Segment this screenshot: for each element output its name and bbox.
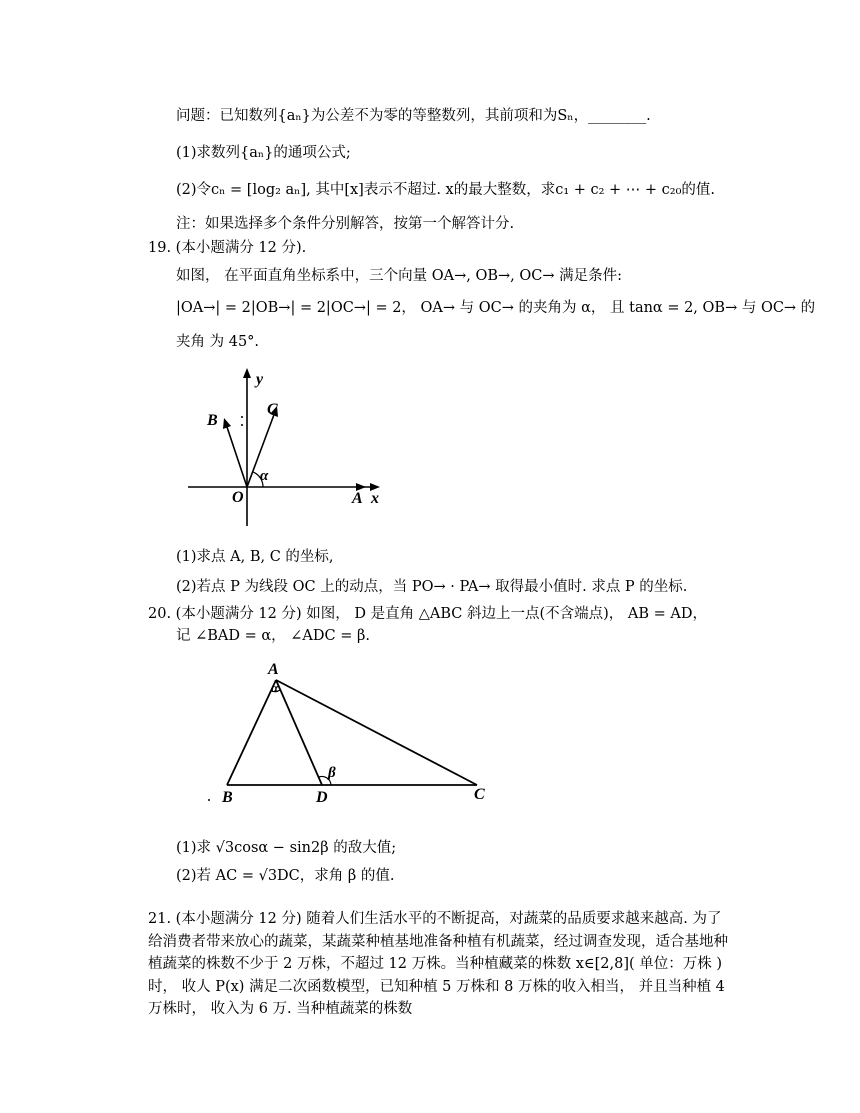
side-ac (276, 680, 477, 785)
label-b: B (207, 412, 218, 429)
side-ab (227, 680, 276, 785)
q20-line2: 记 ∠BAD = α， ∠ADC = β. (176, 628, 370, 644)
label-d: D (316, 789, 328, 806)
label-beta: β (328, 765, 336, 781)
label-a: A (268, 661, 279, 678)
q19-line2: |OA→| = 2|OB→| = 2|OC→| = 2， OA→ 与 OC→ 的夹角为 α， 且 tanα = 2, OB→ 与 OC→ 的 (176, 300, 816, 316)
label-alpha: α (260, 468, 269, 484)
label-c: C (267, 401, 278, 418)
q20-line1: 20. (本小题满分 12 分) 如图， D 是直角 △ABC 斜边上一点(不含端点)， AB = AD， (148, 606, 707, 622)
q19-line1: 如图， 在平面直角坐标系中，三个向量 OA→, OB→, OC→ 满足条件: (176, 268, 622, 284)
label-b: B (222, 789, 233, 806)
q18-part2: (2)令cₙ = [log₂ aₙ], 其中[x]表示不超过. x的最大整数，求c₁ + c₂ + ⋯ + c₂₀的值. (176, 182, 716, 198)
q20-part1: (1)求 √3cosα − sin2β 的敌大值; (176, 840, 397, 856)
vector-ob-arrow (223, 418, 231, 429)
q18-part1: (1)求数列{aₙ}的通项公式; (176, 145, 351, 161)
q20-figure (180, 650, 500, 810)
q18-note: 注：如果选择多个条件分别解答，按第一个解答计分. (176, 216, 515, 232)
q21-text: 21. (本小题满分 12 分) 随着人们生活水平的不断捉高，对蔬菜的品质要求越来越高. 为了给消费者带来放心的蔬菜，某蔬菜种植基地准备种植有机蔬菜，经过调查发现，适合基地种植蔬菜的株数不少于 2 万株，不超过 12 万株。当种植藏菜的株数 x∈[2,8]( 单位：万株 ) 时， 收人 P(x) 满足二次函数模型，已知种植 5 万株和 8 万株的收入相当， 并且当种植 4 万株时， 收入为 6 万. 当种植蔬菜的株数 (148, 911, 728, 1017)
q19-line3: 夹角 为 45°. (176, 334, 260, 350)
vector-ob (226, 424, 247, 487)
y-axis-arrow (243, 368, 251, 378)
label-c: C (474, 786, 485, 803)
q19-header: 19. (本小题满分 12 分). (148, 240, 307, 256)
label-alpha: α (271, 680, 279, 695)
label-x: x (371, 490, 379, 507)
q18-problem: 问题：已知数列{aₙ}为公差不为零的等整数列，其前项和为Sₙ，________. (176, 108, 651, 124)
q20-part2: (2)若 AC = √3DC，求角 β 的值. (176, 868, 395, 884)
segment-ad (276, 680, 322, 785)
q19-part1: (1)求点 A, B, C 的坐标, (176, 549, 334, 565)
label-y: y (256, 371, 264, 388)
label-o: O (232, 489, 244, 506)
label-a: A (352, 490, 363, 507)
q19-figure (180, 362, 400, 532)
q19-part2: (2)若点 P 为线段 OC 上的动点，当 PO→ · PA→ 取得最小值时. 求点 P 的坐标. (176, 579, 688, 595)
